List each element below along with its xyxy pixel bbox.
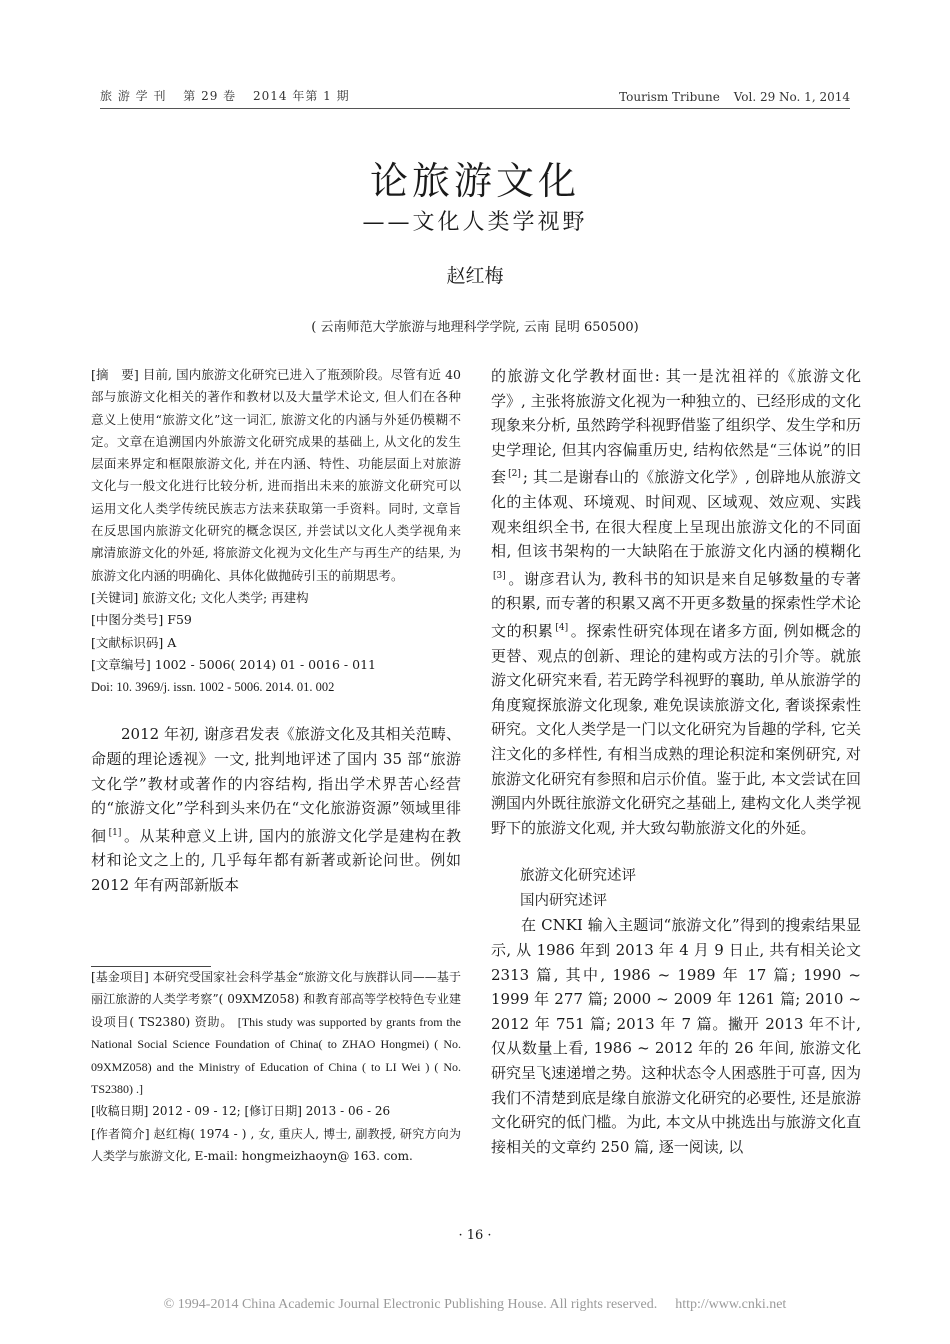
- body-text-segment: 的旅游文化学教材面世: 其一是沈祖祥的《旅游文化学》, 主张将旅游文化视为一种独立的、已经形成的文化现象来分析, 虽然跨学科视野借鉴了组织学、发生学和历史学理论, 但其内容偏重历史, 结构依然是“三体说”的旧套: [491, 367, 861, 487]
- body-text-segment: 2012 年初, 谢彦君发表《旅游文化及其相关范畴、命题的理论透视》一文, 批判地评述了国内 35 部“旅游文化学”教材或著作的内容结构, 指出学术界苦心经营的“旅游文化”学科到头来仍在“文化旅游资源”领域里徘徊: [91, 725, 461, 845]
- spacer: [491, 840, 861, 864]
- body-text-segment: 。谢彦君认为, 教科书的知识是来自足够数量的专著的积累, 而专著的积累又离不开更多数量的探索性学术论文的积累: [491, 569, 861, 640]
- body-text-segment: ; 其二是谢春山的《旅游文化学》, 创辟地从旅游文化的主体观、环境观、时间观、区域观、效应观、实践观来组织全书, 在很大程度上呈现出旅游文化的不同面相, 但该书架构的一大缺陷在于旅游文化内涵的模糊化: [491, 468, 861, 561]
- right-column: [491, 364, 861, 1159]
- citation-ref[interactable]: [2]: [508, 469, 521, 480]
- clc-line: [91, 609, 461, 631]
- author-bio-label: [作者简介]: [91, 1126, 150, 1141]
- article-no-label: [文章编号]: [91, 656, 151, 672]
- running-head: [100, 84, 850, 109]
- fund-text-cn: 本研究受国家社会科学基金“旅游文化与族群认同——基于丽江旅游的人类学考察”( 09XMZ058) 和教育部高等学校特色专业建设项目( TS2380) 资助。: [91, 970, 461, 1029]
- body-text-segment: 。从某种意义上讲, 国内的旅游文化学是建构在教材和论文之上的, 几乎每年都有新著或新论问世。例如 2012 年有两部新版本: [91, 826, 461, 895]
- clc-label: [中图分类号]: [91, 612, 164, 628]
- article-no-line: [91, 654, 461, 676]
- journal-name-cn: 旅 游 学 刊: [100, 89, 167, 103]
- fund-text-en: [This study was supported by grants from the National Social Science Foundation of China( to ZHAO Hongmei) ( No. 09XMZ058) and the Ministry of Education of China ( to LI Wei ) ( No. TS2380) .]: [91, 1014, 461, 1097]
- issue-cn: 2014 年第 1 期: [253, 89, 350, 103]
- body-paragraph-3: 在 CNKI 输入主题词“旅游文化”得到的搜索结果显示, 从 1986 年到 2013 年 4 月 9 日止, 共有相关论文 2313 篇, 其中, 1986 ~ 1989 年 17 篇; 1990 ~ 1999 年 277 篇; 2000 ~ 2009 年 1261 篇; 2010 ~ 2012 年 751 篇; 2013 年 7 篇。撇开 2013 年不计, 仅从数量上看, 1986 ~ 2012 年的 26 年间, 旅游文化研究呈飞速递增之势。这种状态令人困惑胜于可喜, 因为我们不清楚到底是缘自旅游文化研究的必要性, 还是旅游文化研究的低门槛。为此, 本文从中挑选出与旅游文化直接相关的文章约 250 篇, 逐一阅读, 以: [491, 916, 861, 1156]
- revised-date: 2013 - 06 - 26: [305, 1104, 391, 1119]
- revised-label: [修订日期]: [244, 1104, 302, 1119]
- dates-note: [91, 1100, 461, 1122]
- doc-code-label: [文献标识码]: [91, 634, 164, 650]
- left-column: [91, 364, 461, 898]
- author-note: [91, 1123, 461, 1168]
- fund-note: [91, 966, 461, 1100]
- author-affiliation: ( 云南师范大学旅游与地理科学学院, 云南 昆明 650500): [311, 320, 639, 335]
- body-text-segment: 。探索性研究体现在诸多方面, 例如概念的更替、观点的创新、理论的建构或方法的引介等。就旅游文化研究来看, 若无跨学科视野的襄助, 单从旅游学的角度窥探旅游文化现象, 难免误读旅游文化, 奢谈探索性研究。文化人类学是一门以文化研究为旨趣的学科, 它关注文化的多样性, 有相当成熟的理论积淀和案例研究, 对旅游文化研究有参照和启示价值。鉴于此, 本文尝试在回溯国内外既往旅游文化研究之基础上, 建构文化人类学视野下的旅游文化观, 并大致勾勒旅游文化的外延。: [491, 621, 861, 837]
- subsection-heading: 国内研究述评: [520, 892, 607, 909]
- doi: Doi: 10. 3969/j. issn. 1002 - 5006. 2014. 01. 002: [91, 680, 335, 695]
- citation-ref[interactable]: [1]: [108, 827, 122, 838]
- article-title: 论旅游文化: [369, 159, 580, 203]
- copyright-text: © 1994-2014 China Academic Journal Electronic Publishing House. All rights reserved.: [163, 1297, 658, 1312]
- keywords-line: [91, 587, 461, 609]
- volume-en: Vol. 29 No. 1, 2014: [733, 90, 850, 104]
- abstract-text: 目前, 国内旅游文化研究已进入了瓶颈阶段。尽管有近 40 部与旅游文化相关的著作和教材以及大量学术论文, 但人们在各种意义上使用“旅游文化”这一词汇, 旅游文化的内涵与外延仍模糊不定。文章在追溯国内外旅游文化研究成果的基础上, 从文化的发生层面来界定和框限旅游文化, 并在内涵、特性、功能层面上对旅游文化与一般文化进行比较分析, 进而指出未来的旅游文化研究可以运用文化人类学传统民族志方法来获取第一手资料。同时, 文章旨在反思国内旅游文化研究的概念误区, 并尝试以文化人类学视角来廓清旅游文化的外延, 将旅游文化视为文化生产与再生产的结果, 为旅游文化内涵的明确化、具体化做抛砖引玉的前期思考。: [91, 367, 461, 583]
- keywords: 旅游文化; 文化人类学; 再建构: [142, 589, 309, 605]
- copyright-footer: [0, 1297, 950, 1313]
- fund-label: [基金项目]: [91, 970, 149, 984]
- citation-ref[interactable]: [3]: [493, 570, 506, 581]
- received-label: [收稿日期]: [91, 1104, 149, 1119]
- footnotes: [91, 966, 461, 1168]
- journal-name-en: Tourism Tribune: [619, 90, 720, 104]
- clc-code: F59: [167, 612, 192, 628]
- article-subtitle: ——文化人类学视野: [362, 210, 588, 235]
- citation-ref[interactable]: [4]: [555, 622, 569, 633]
- article-no: 1002 - 5006( 2014) 01 - 0016 - 011: [154, 656, 376, 672]
- doc-code-line: [91, 632, 461, 654]
- volume-cn: 第 29 卷: [183, 89, 237, 103]
- page-number: · 16 ·: [458, 1228, 492, 1243]
- body-paragraph-2: [491, 364, 861, 840]
- section-heading: 旅游文化研究述评: [520, 868, 636, 885]
- abstract-label: [摘 要]: [91, 367, 139, 382]
- cnki-url[interactable]: http://www.cnki.net: [675, 1297, 787, 1312]
- running-head-right: [619, 90, 850, 104]
- article-metadata: [91, 587, 461, 698]
- spacer: [91, 698, 461, 722]
- keywords-label: [关键词]: [91, 589, 139, 605]
- body-paragraph-1: [91, 722, 461, 897]
- doc-code: A: [167, 634, 177, 650]
- received-date: 2012 - 09 - 12;: [152, 1104, 241, 1119]
- running-head-left: [100, 87, 350, 104]
- abstract: [91, 364, 461, 587]
- article-author: 赵红梅: [446, 265, 504, 287]
- author-bio: 赵红梅( 1974 - ) , 女, 重庆人, 博士, 副教授, 研究方向为人类学与旅游文化, E-mail: hongmeizhaoyn@ 163. com.: [91, 1126, 461, 1164]
